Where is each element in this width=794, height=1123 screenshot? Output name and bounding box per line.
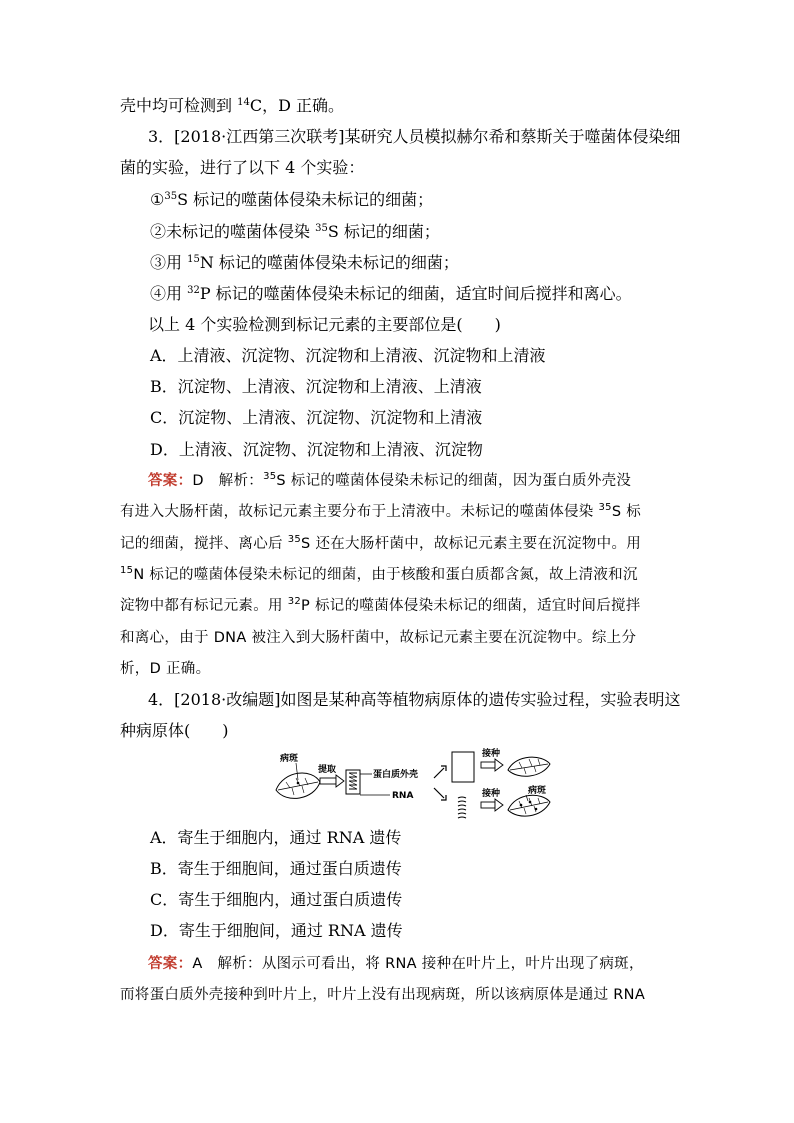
protein-shell-box: [452, 752, 474, 782]
q3-answer-line6: 和离心，由于 DNA 被注入到大肠杆菌中，故标记元素主要在沉淀物中。综上分: [120, 630, 637, 646]
q4-option-d: D．寄生于细胞间，通过 RNA 遗传: [150, 921, 403, 940]
infected-leaf-right: [508, 795, 550, 816]
q3-stem-line1: 3．[2018·江西第三次联考]某研究人员模拟赫尔希和蔡斯关于噬菌体侵染细: [148, 127, 681, 146]
q4-option-c: C．寄生于细胞内，通过蛋白质遗传: [150, 890, 403, 909]
pathogen-experiment-figure: [272, 748, 556, 822]
q3-stem-line2: 菌的实验，进行了以下 4 个实验：: [120, 158, 365, 177]
inoculate-arrow-top: [481, 759, 503, 771]
q3-answer-line7: 析，D 正确。: [120, 661, 211, 677]
q3-experiment-1: ①$^{35}$S 标记的噬菌体侵染未标记的细菌；: [150, 190, 434, 209]
q3-option-a: A．上清液、沉淀物、沉淀物和上清液、沉淀物和上清液: [150, 346, 546, 365]
q4-answer-line2: 而将蛋白质外壳接种到叶片上，叶片上没有出现病斑，所以该病原体是通过 RNA: [120, 987, 646, 1003]
extract-arrow: [320, 775, 344, 787]
q3-option-c: C．沉淀物、上清液、沉淀物、沉淀物和上清液: [150, 408, 483, 427]
protein-shell-label: 蛋白质外壳: [373, 770, 419, 780]
q4-option-a: A．寄生于细胞内，通过 RNA 遗传: [150, 828, 402, 847]
virus-particle: [346, 770, 360, 794]
q3-question: 以上 4 个实验检测到标记元素的主要部位是( ): [148, 315, 501, 334]
answer-label: 答案：: [148, 473, 193, 489]
answer-label: 答案：: [148, 956, 193, 972]
inoculate-label-bottom: 接种: [482, 789, 501, 799]
inoculate-label-top: 接种: [482, 749, 501, 759]
q3-option-d: D．上清液、沉淀物、沉淀物和上清液、沉淀物: [150, 440, 483, 459]
infected-leaf-left: [276, 773, 320, 798]
inoculate-arrow-bottom: [481, 799, 503, 811]
q3-answer-line5: 淀物中都有标记元素。用 $^{32}$P 标记的噬菌体侵染未标记的细菌，适宜时间后搅拌: [120, 596, 641, 614]
lesion-pointer-left: [296, 763, 298, 780]
q4-option-b: B．寄生于细胞间，通过蛋白质遗传: [150, 859, 402, 878]
continued-line: 壳中均可检测到 $^{14}$C，D 正确。: [120, 96, 344, 115]
rna-label: RNA: [392, 791, 414, 801]
extract-label: 提取: [318, 765, 337, 775]
lesion-label-right: 病斑: [528, 786, 547, 796]
healthy-leaf: [508, 757, 550, 776]
lesion-label-left: 病斑: [280, 754, 299, 764]
q3-experiment-4: ④用 $^{32}$P 标记的噬菌体侵染未标记的细菌，适宜时间后搅拌和离心。: [150, 284, 632, 303]
q3-experiment-3: ③用 $^{15}$N 标记的噬菌体侵染未标记的细菌；: [150, 253, 459, 272]
rna-coil: [458, 797, 466, 818]
q3-experiment-2: ②未标记的噬菌体侵染 $^{35}$S 标记的细菌；: [150, 222, 440, 241]
arrow-up-right: [434, 766, 446, 778]
q4-stem-line1: 4．[2018·改编题]如图是某种高等植物病原体的遗传实验过程，实验表明这: [148, 690, 681, 709]
q3-answer-line1: 答案：D 解析：$^{35}$S 标记的噬菌体侵染未标记的细菌，因为蛋白质外壳没: [148, 471, 632, 489]
q4-stem-line2: 种病原体( ): [120, 721, 229, 740]
q3-answer-line3: 记的细菌，搅拌、离心后 $^{35}$S 还在大肠杆菌中，故标记元素主要在沉淀物中。用: [120, 534, 642, 552]
q3-option-b: B．沉淀物、上清液、沉淀物和上清液、上清液: [150, 377, 482, 396]
q3-answer-line2: 有进入大肠杆菌，故标记元素主要分布于上清液中。未标记的噬菌体侵染 $^{35}$S 标: [120, 502, 642, 520]
arrow-down-right: [434, 788, 446, 800]
q4-answer-line1: 答案：A 解析：从图示可看出，将 RNA 接种在叶片上，叶片出现了病斑，: [148, 956, 644, 972]
q3-answer-line4: $^{15}$N 标记的噬菌体侵染未标记的细菌，由于核酸和蛋白质都含氮，故上清液和沉: [120, 565, 638, 583]
